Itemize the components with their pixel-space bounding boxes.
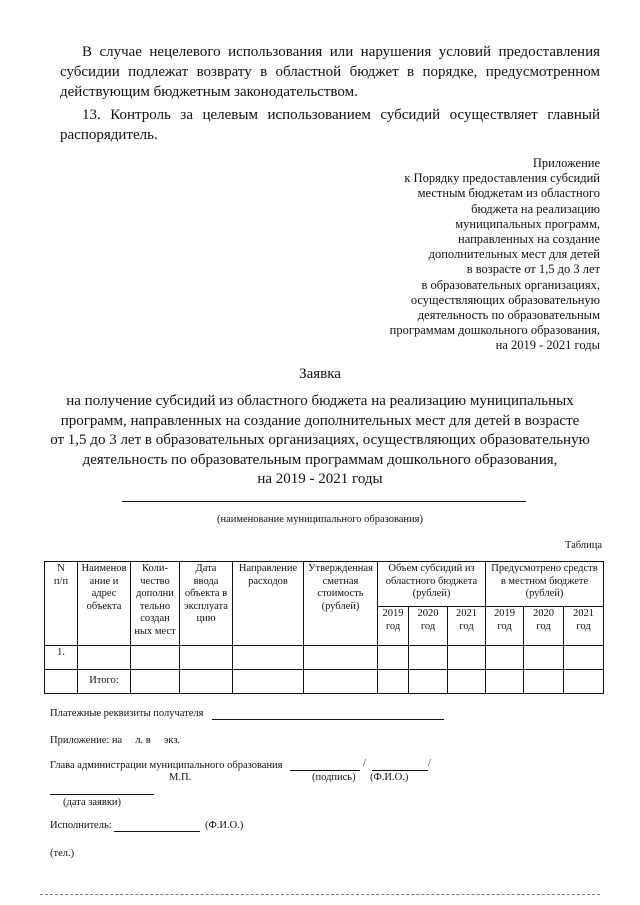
subtitle-line: деятельность по образовательным программам дошкольного образования,: [82, 451, 558, 468]
head-admin-label: Глава администрации муниципального образования: [50, 760, 283, 771]
document-title: Заявка: [299, 366, 341, 382]
header-line: тельно: [139, 600, 171, 612]
appendix-line: Приложение: [532, 156, 600, 170]
header-line: в местном бюджете: [500, 575, 589, 587]
header-line: (рублей): [412, 588, 451, 599]
year-line: год: [385, 620, 401, 632]
header-line: ввода: [193, 575, 219, 587]
year-line: 2019: [382, 608, 404, 620]
year-line: год: [459, 620, 474, 632]
header-line: стоимость: [317, 588, 364, 599]
signature-line: [290, 770, 360, 771]
year-line: 2019: [494, 608, 515, 620]
table-total-row: [45, 669, 604, 693]
year-line: год: [497, 620, 512, 632]
page-edge-line: [40, 894, 600, 895]
header-line: ание и: [89, 575, 119, 587]
signature-caption: (подпись): [312, 772, 356, 783]
col-header-year: [378, 607, 409, 645]
header-line: Предусмотрено средств: [491, 563, 598, 574]
header-line: Объем субсидий из: [388, 563, 475, 574]
subtitle-line: на получение субсидий из областного бюджета на реализацию муниципальных: [66, 393, 574, 409]
col-header-year: [524, 607, 564, 645]
subtitle-line: от 1,5 до 3 лет в образовательных организациях, осуществляющих образовательную: [50, 432, 590, 448]
document-subtitle: [30, 392, 610, 490]
row1-number: 1.: [45, 645, 78, 669]
header-line: объекта в: [184, 588, 228, 599]
header-line: сметная: [322, 575, 359, 587]
header-line: дополни: [136, 588, 174, 599]
year-line: год: [420, 620, 436, 632]
header-line: Утвержденная: [308, 563, 373, 574]
col-header-number: [45, 562, 78, 646]
col-header-year: [486, 607, 524, 645]
fio-caption: (Ф.И.О.): [370, 772, 409, 783]
header-line: Направление: [238, 563, 298, 574]
header-line: создан: [140, 613, 170, 624]
appendix-line: к Порядку предоставления субсидий: [404, 171, 600, 186]
appendix-block: [340, 156, 600, 354]
year-line: 2020: [417, 608, 439, 620]
col-header-local-budget: [486, 562, 604, 607]
table-row: [45, 645, 604, 669]
col-header-object-name: [78, 562, 131, 646]
appendix-line: на 2019 - 2021 годы: [495, 338, 600, 353]
header-line: объекта: [86, 600, 122, 612]
municipality-caption: (наименование муниципального образования): [216, 514, 424, 525]
col-header-direction: [233, 562, 304, 646]
header-line: Коли-: [142, 563, 168, 574]
year-line: год: [536, 620, 551, 632]
appendix-line: в образовательных организациях,: [421, 277, 600, 292]
phone-label: (тел.): [50, 848, 75, 859]
appendix-line: программам дошкольного образования,: [389, 323, 600, 338]
subtitle-line: на 2019 - 2021 годы: [257, 471, 383, 487]
date-line: [50, 794, 154, 795]
intro-paragraph-2: 13. Контроль за целевым использованием субсидий осуществляет главный распорядитель.: [60, 107, 600, 143]
attachment-label: Приложение: на л. в экз.: [50, 735, 181, 746]
appendix-line: деятельность по образовательным: [417, 308, 600, 323]
header-line: адрес: [91, 588, 117, 599]
header-line: (рублей): [321, 600, 360, 612]
header-line: п/п: [53, 575, 69, 587]
col-header-commission-date: [180, 562, 233, 646]
appendix-line: местным бюджетам из областного: [417, 186, 600, 201]
header-line: ных мест: [134, 625, 176, 637]
appendix-line: дополнительных мест для детей: [428, 247, 600, 262]
intro-paragraph-1: В случае нецелевого использования или нарушения условий предоставления субсидии подлежат возврату в областной бюджет в порядке, предусмотренном действующим бюджетным законодательством.: [60, 44, 600, 100]
fio-line: [372, 770, 428, 771]
header-line: (рублей): [525, 588, 564, 599]
col-header-quantity: [131, 562, 180, 646]
requisites-line: [212, 719, 444, 720]
col-header-cost: [304, 562, 378, 646]
appendix-line: в возрасте от 1,5 до 3 лет: [466, 262, 600, 277]
header-line: расходов: [248, 575, 288, 587]
header-line: чество: [140, 575, 170, 587]
header-line: Наименов: [81, 563, 127, 574]
year-line: 2021: [456, 608, 477, 620]
header-line: эксплуата: [184, 600, 228, 612]
header-line: Дата: [195, 563, 217, 574]
col-header-regional-budget: [378, 562, 486, 607]
date-caption: (дата заявки): [63, 797, 122, 808]
total-label: Итого:: [78, 669, 131, 693]
header-line: цию: [196, 613, 216, 624]
appendix-line: бюджета на реализацию: [471, 201, 600, 216]
stamp-label: М.П.: [169, 772, 192, 783]
executor-label: Исполнитель:: [50, 820, 112, 831]
appendix-line: направленных на создание: [458, 232, 600, 247]
municipality-name-line: [122, 501, 526, 502]
application-table: [44, 561, 604, 694]
year-line: 2021: [573, 608, 594, 620]
executor-fio-caption: (Ф.И.О.): [205, 820, 244, 831]
appendix-line: муниципальных программ,: [455, 216, 600, 231]
table-label: Таблица: [564, 540, 602, 551]
year-line: год: [576, 620, 591, 632]
col-header-year: [448, 607, 486, 645]
executor-line: [114, 831, 200, 832]
header-line: N: [57, 563, 65, 574]
requisites-label: Платежные реквизиты получателя: [50, 708, 204, 719]
col-header-year: [564, 607, 604, 645]
col-header-year: [409, 607, 448, 645]
header-line: областного бюджета: [385, 575, 478, 587]
appendix-line: осуществляющих образовательную: [410, 292, 600, 307]
year-line: 2020: [533, 608, 554, 620]
subtitle-line: программ, направленных на создание дополнительных мест для детей в возрасте: [60, 412, 580, 429]
